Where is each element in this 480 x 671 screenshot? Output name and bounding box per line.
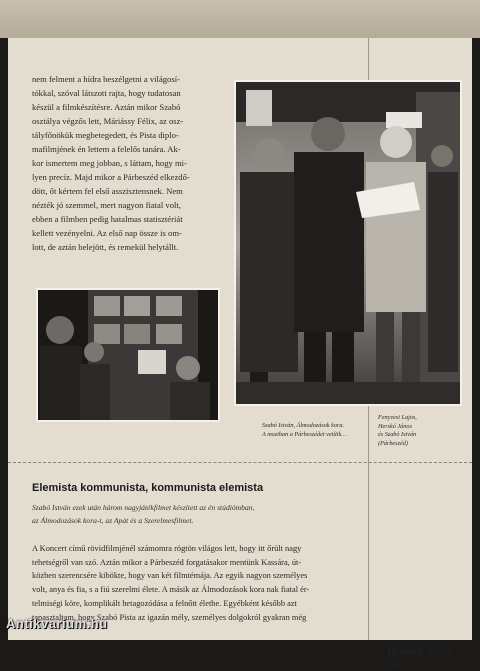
- intro-line: az Álmodozások kora-t, az Apát és a Szerelmesfilmet.: [32, 515, 194, 525]
- body-line: nézték jó szemmel, mert nagyon fiatal volt,: [32, 200, 181, 210]
- section-divider: [8, 462, 472, 463]
- intro-line: Szabó István ezek után három nagyjátékfilmet készített az én stúdiómban,: [32, 503, 255, 512]
- caption-line: és Szabó István: [378, 431, 417, 438]
- body-text-lower: [32, 542, 462, 624]
- body-line: közben szerencsére kibökte, hogy van két filmtémája. Az egyik nagyon személyes: [32, 571, 308, 581]
- photo-caption-cinema: [262, 422, 362, 439]
- body-line: tehetségről van szó. Aztán mikor a Párbeszéd forgatásakor mentünk Kassára, út-: [32, 557, 302, 567]
- section-heading: Elemista kommunista, kommunista elemista: [32, 482, 264, 494]
- section-intro: [32, 502, 332, 527]
- body-line: telmiségi köre, komplikált hetagozódása a felnőtt életbe. Egyébként később azt: [32, 598, 297, 608]
- body-line: volt, anya és fia, s a fiú szerelmi élete. A másik az Álmodozások kora nak fiatal ér-: [32, 585, 310, 595]
- photo-three-men-reading: [234, 80, 462, 406]
- body-line: mafilmjének én lettem a felelős tanára. Ak-: [32, 144, 181, 154]
- body-line: osztálya végzős lett, Máriássy Félix, az osz-: [32, 116, 184, 126]
- body-line: kellett vezényelni. Az első nap össze is om-: [32, 228, 182, 238]
- body-text-upper: [32, 72, 232, 254]
- footer-brand-rest: JÁNOS: [426, 648, 453, 657]
- page-number: 47: [392, 664, 400, 671]
- photo-cinema-scene: [36, 288, 220, 422]
- body-line: ebben a filmben pedig hatalmas statisztériát: [32, 214, 183, 224]
- caption-line: A moziban a Párbeszédet vetítik…: [262, 430, 347, 438]
- photo-caption-three-men: [378, 414, 458, 448]
- caption-line: Fenyvesi Lajos,: [378, 414, 417, 421]
- body-line: A Koncert című rövidfilmjénél számomra rögtön világos lett, hogy itt őrült nagy: [32, 544, 302, 553]
- body-line: kor ismertem meg jobban, s láttam, hogy mi-: [32, 158, 187, 168]
- caption-line: (Párbeszéd): [378, 439, 408, 447]
- watermark-logo: Antikvarium.hu: [6, 616, 108, 631]
- photo-cinema-image: [38, 290, 218, 420]
- caption-line: Herskó János: [378, 422, 412, 430]
- body-line: tókkal, szóval látszott rajta, hogy tudatosan: [32, 88, 181, 98]
- body-line: tályfőnökük megbetegedett, és Pista diplo-: [32, 130, 179, 140]
- page-top-edge: [0, 0, 480, 38]
- running-footer-brand: [388, 648, 453, 657]
- book-page: [8, 38, 472, 671]
- caption-line: Szabó István, Álmodozások kora.: [262, 422, 344, 429]
- body-line: dött, őt kértem fel első asszisztensnek. Nem: [32, 186, 183, 196]
- body-line: lott, de aztán belejött, és remekül helytállt.: [32, 242, 179, 252]
- body-line: nem felment a hídra beszélgetni a világosí-: [32, 74, 180, 84]
- body-line: tapasztaltam, hogy Szabó Pista az igazán mély, személyes dolgokról gyakran még: [32, 612, 307, 622]
- body-line: lyen precíz. Majd mikor a Párbeszéd elkezdő-: [32, 172, 190, 182]
- photo-three-men-image: [236, 82, 460, 404]
- footer-brand-bold: HERSKÓ: [388, 648, 425, 657]
- body-line: készül a filmkészítésre. Aztán mikor Szabó: [32, 102, 181, 112]
